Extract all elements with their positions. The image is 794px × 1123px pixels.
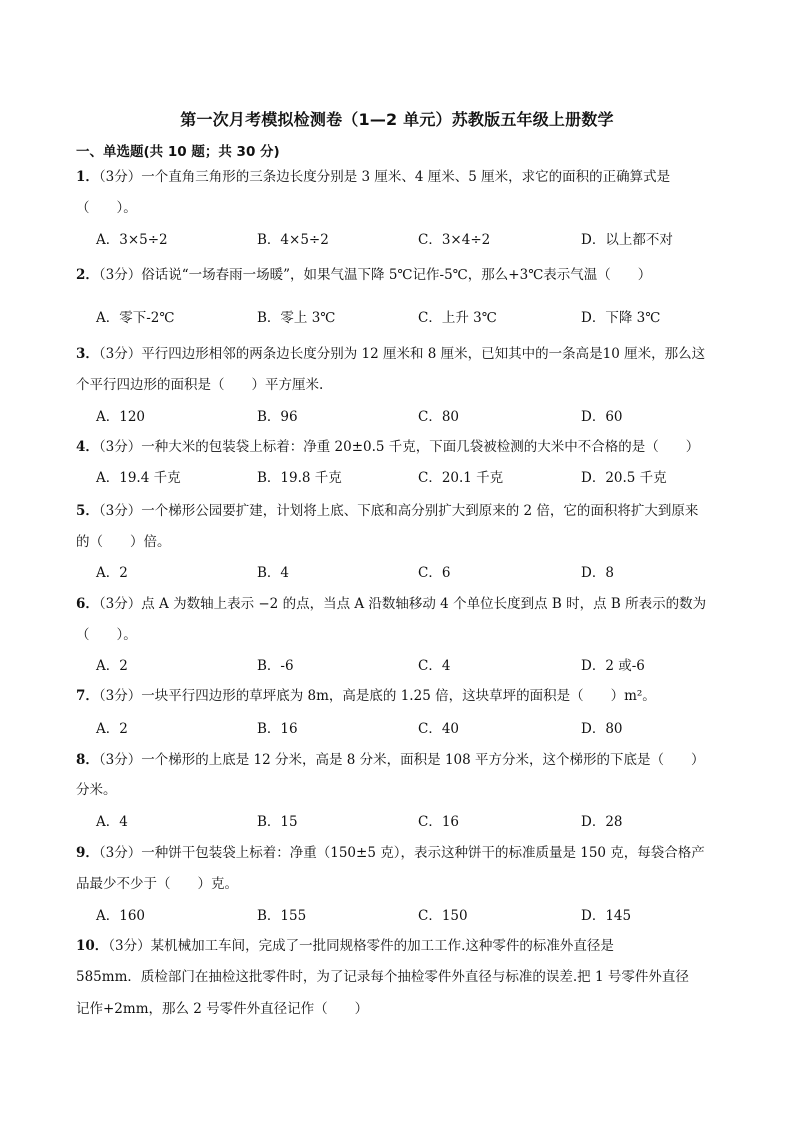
question-text: 点 A 为数轴上表示 −2 的点，当点 A 沿数轴移动 4 个单位长度到点 B 时，点 B 所表示的数为 — [141, 596, 707, 612]
question-text: 一个梯形公园要扩建，计划将上底、下底和高分别扩大到原来的 2 倍，它的面积将扩大到原来 — [141, 503, 699, 519]
question-text: 品最少不少于（ ）克。 — [76, 876, 238, 892]
question-9-option-c: C．150 — [418, 908, 468, 924]
question-score: （3分） — [98, 752, 142, 768]
question-text: （ ）。 — [76, 627, 137, 643]
question-2-option-a: A．零下-2℃ — [96, 310, 175, 326]
question-text: 记作+2mm，那么 2 号零件外直径记作（ ） — [76, 1001, 369, 1017]
question-score: （3分） — [98, 845, 142, 861]
question-5-option-c: C．6 — [418, 565, 451, 581]
question-number: 2． — [76, 267, 99, 283]
question-1-option-a: A．3×5÷2 — [96, 232, 168, 248]
question-7-line-1 — [76, 684, 726, 704]
question-text: 平行四边形相邻的两条边长度分别为 12 厘米和 8 厘米，已知其中的一条高是10 厘米，那么这 — [141, 346, 706, 362]
question-score: （3分） — [108, 938, 151, 954]
question-4-option-d: D．20.5 千克 — [581, 470, 667, 486]
question-5-option-d: D．8 — [581, 565, 614, 581]
question-text: 585mm．质检部门在抽检这批零件时，为了记录每个抽检零件外直径与标准的误差.把 1 号零件外直径 — [76, 969, 689, 985]
question-score: （3分） — [98, 346, 142, 362]
question-6-option-d: D．2 或-6 — [581, 658, 645, 674]
question-1-option-c: C．3×4÷2 — [418, 232, 491, 248]
question-text: 一种大米的包装袋上标着：净重 20±0.5 千克，下面几袋被检测的大米中不合格的是（ ） — [141, 439, 700, 455]
question-9-line-1 — [76, 841, 726, 861]
question-number: 10． — [76, 938, 109, 954]
question-score: （3分） — [98, 688, 142, 704]
question-2-line-1 — [76, 263, 726, 283]
question-1-line-1 — [76, 165, 726, 185]
question-1-line-2 — [76, 196, 726, 216]
question-6-option-b: B．-6 — [257, 658, 294, 674]
question-number: 4． — [76, 439, 99, 455]
question-1-option-b: B．4×5÷2 — [257, 232, 329, 248]
question-text: 个平行四边形的面积是（ ）平方厘米. — [76, 377, 324, 393]
question-score: （3分） — [98, 267, 142, 283]
question-5-option-b: B．4 — [257, 565, 290, 581]
question-7-option-d: D．80 — [581, 721, 623, 737]
question-9-option-b: B．155 — [257, 908, 307, 924]
question-8-option-d: D．28 — [581, 814, 623, 830]
question-text: 一个直角三角形的三条边长度分别是 3 厘米、4 厘米、5 厘米，求它的面积的正确算式是 — [141, 169, 671, 185]
question-6-option-c: C．4 — [418, 658, 451, 674]
question-5-line-2 — [76, 530, 726, 550]
question-text: 某机械加工车间，完成了一批同规格零件的加工工作.这种零件的标准外直径是 — [150, 938, 614, 954]
question-text: 的（ ）倍。 — [76, 534, 171, 550]
question-score: （3分） — [98, 439, 142, 455]
question-10-line-1 — [76, 934, 726, 954]
question-8-line-2 — [76, 778, 726, 798]
question-3-line-1 — [76, 342, 726, 362]
question-text: 俗话说“一场春雨一场暖”，如果气温下降 5℃记作-5℃，那么+3℃表示气温（ ） — [141, 267, 652, 283]
question-3-option-d: D．60 — [581, 409, 623, 425]
question-9-option-a: A．160 — [96, 908, 146, 924]
question-8-line-1 — [76, 748, 726, 768]
question-3-line-2 — [76, 373, 726, 393]
question-text: 一种饼干包装袋上标着：净重（150±5 克），表示这种饼干的标准质量是 150 克，每袋合格产 — [141, 845, 705, 861]
question-text: （ ）。 — [76, 200, 137, 216]
question-8-option-c: C．16 — [418, 814, 460, 830]
question-2-option-c: C．上升 3℃ — [418, 310, 497, 326]
question-number: 5． — [76, 503, 99, 519]
question-9-option-d: D．145 — [581, 908, 632, 924]
question-7-option-b: B．16 — [257, 721, 298, 737]
question-9-line-2 — [76, 872, 726, 892]
question-text: 一块平行四边形的草坪底为 8m，高是底的 1.25 倍，这块草坪的面积是（ ）m²。 — [141, 688, 656, 704]
question-10-line-2 — [76, 965, 726, 985]
question-text: 分米。 — [76, 782, 117, 798]
question-3-option-c: C．80 — [418, 409, 460, 425]
question-text: 一个梯形的上底是 12 分米，高是 8 分米，面积是 108 平方分米，这个梯形的下底是（ ） — [141, 752, 705, 768]
question-5-line-1 — [76, 499, 726, 519]
question-number: 7． — [76, 688, 99, 704]
question-6-line-2 — [76, 623, 726, 643]
question-4-option-c: C．20.1 千克 — [418, 470, 504, 486]
question-2-option-b: B．零上 3℃ — [257, 310, 336, 326]
question-6-line-1 — [76, 592, 726, 612]
question-score: （3分） — [98, 503, 142, 519]
question-6-option-a: A．2 — [96, 658, 128, 674]
question-7-option-a: A．2 — [96, 721, 128, 737]
question-1-option-d: D．以上都不对 — [581, 232, 673, 248]
question-score: （3分） — [98, 169, 142, 185]
question-3-option-a: A．120 — [96, 409, 146, 425]
section-heading: 一、单选题(共 10 题；共 30 分) — [76, 144, 280, 160]
question-number: 9． — [76, 845, 99, 861]
question-score: （3分） — [98, 596, 142, 612]
question-number: 6． — [76, 596, 99, 612]
question-number: 8． — [76, 752, 99, 768]
question-4-line-1 — [76, 435, 726, 455]
question-10-line-3 — [76, 997, 726, 1017]
question-2-option-d: D．下降 3℃ — [581, 310, 661, 326]
document-title: 第一次月考模拟检测卷（1—2 单元）苏教版五年级上册数学 — [180, 110, 614, 129]
question-4-option-a: A．19.4 千克 — [96, 470, 181, 486]
question-7-option-c: C．40 — [418, 721, 460, 737]
question-8-option-a: A．4 — [96, 814, 128, 830]
question-8-option-b: B．15 — [257, 814, 298, 830]
question-5-option-a: A．2 — [96, 565, 128, 581]
question-number: 3． — [76, 346, 99, 362]
question-number: 1． — [76, 169, 99, 185]
question-3-option-b: B．96 — [257, 409, 298, 425]
question-4-option-b: B．19.8 千克 — [257, 470, 342, 486]
